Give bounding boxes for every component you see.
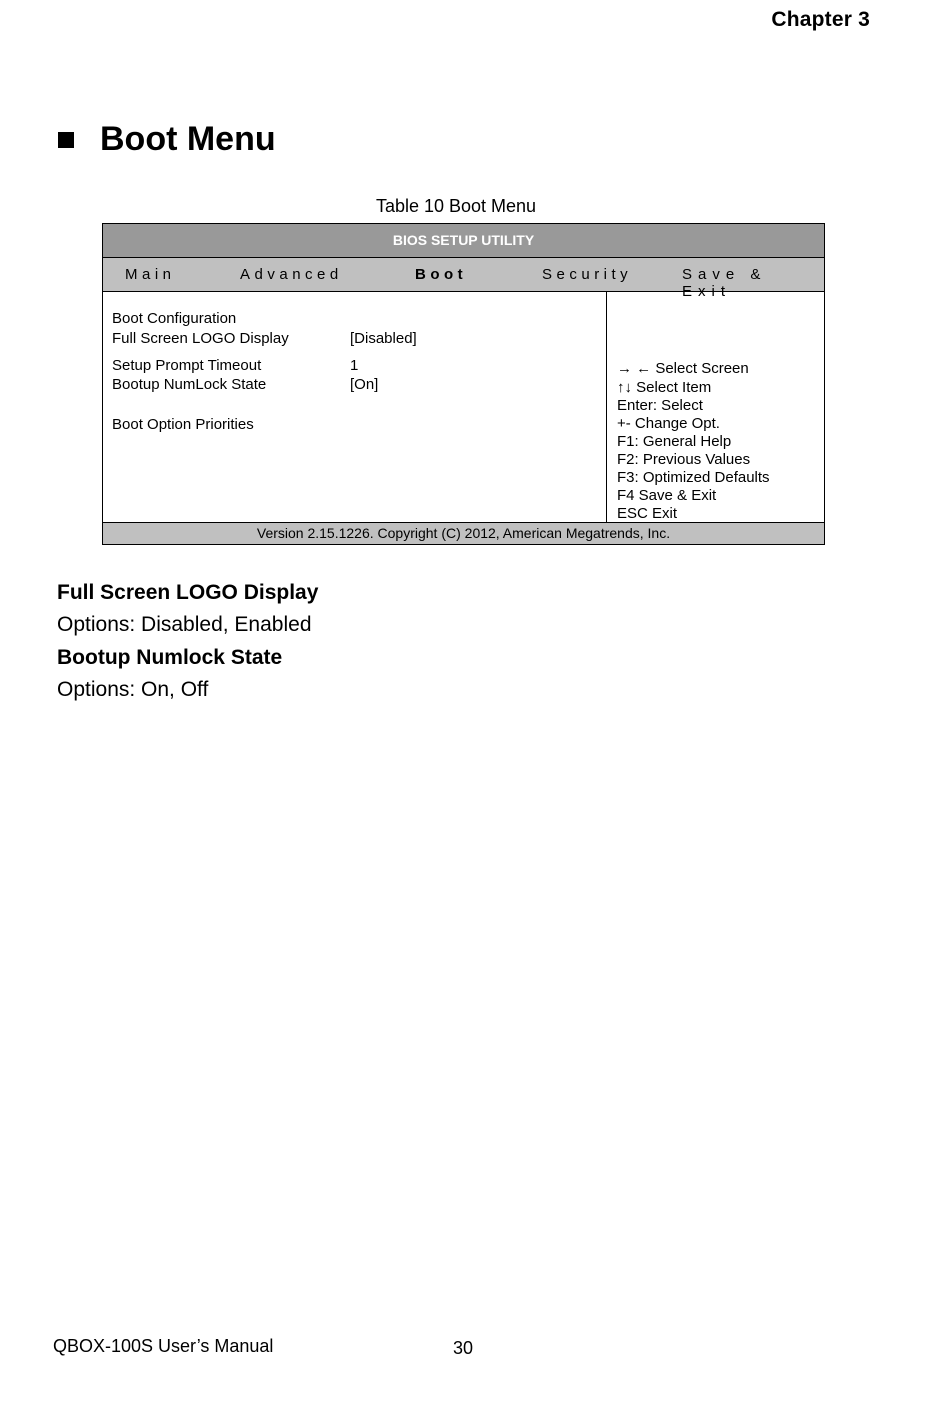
- bios-version-footer: Version 2.15.1226. Copyright (C) 2012, American Megatrends, Inc.: [103, 522, 824, 544]
- bios-body: [103, 292, 824, 522]
- full-screen-logo-options: Options: Disabled, Enabled: [57, 613, 312, 636]
- boot-configuration-heading: Boot Configuration: [112, 310, 237, 327]
- manual-title: QBOX-100S User’s Manual: [53, 1336, 274, 1356]
- numlock-state-value[interactable]: [On]: [350, 376, 379, 393]
- full-screen-logo-value[interactable]: [Disabled]: [350, 330, 417, 347]
- help-select-screen: → ← Select Screen: [617, 360, 749, 377]
- help-enter-select: Enter: Select: [617, 397, 703, 414]
- section-heading: [58, 120, 276, 159]
- help-previous-values: F2: Previous Values: [617, 451, 751, 468]
- full-screen-logo-heading: Full Screen LOGO Display: [57, 581, 319, 604]
- chapter-label: Chapter 3: [771, 8, 870, 31]
- square-bullet-icon: [58, 132, 74, 148]
- help-change-opt: +- Change Opt.: [617, 415, 720, 432]
- tab-boot[interactable]: Boot: [415, 266, 468, 283]
- help-esc-exit: ESC Exit: [617, 505, 678, 522]
- table-caption: Table 10 Boot Menu: [375, 196, 537, 216]
- bios-panel-divider: [606, 292, 607, 522]
- bios-title: BIOS SETUP UTILITY: [103, 224, 824, 258]
- help-save-exit: F4 Save & Exit: [617, 487, 717, 504]
- section-title: Boot Menu: [100, 120, 276, 158]
- setup-prompt-timeout-value[interactable]: 1: [350, 357, 359, 374]
- full-screen-logo-option[interactable]: Full Screen LOGO Display: [112, 330, 289, 347]
- help-general-help: F1: General Help: [617, 433, 732, 450]
- page-number: 30: [453, 1338, 474, 1358]
- tab-security[interactable]: Security: [542, 266, 633, 283]
- boot-option-priorities-heading: Boot Option Priorities: [112, 416, 254, 433]
- bios-tab-bar: [103, 258, 824, 300]
- tab-save-exit[interactable]: Save & Exit: [682, 266, 767, 300]
- setup-prompt-timeout-option[interactable]: Setup Prompt Timeout: [112, 357, 262, 374]
- help-select-item: ↑↓ Select Item: [617, 379, 712, 396]
- help-optimized-defaults: F3: Optimized Defaults: [617, 469, 770, 486]
- bios-screen: [102, 223, 825, 545]
- tab-advanced[interactable]: Advanced: [240, 266, 343, 283]
- numlock-state-heading: Bootup Numlock State: [57, 646, 283, 669]
- tab-main[interactable]: Main: [125, 266, 176, 283]
- numlock-state-option[interactable]: Bootup NumLock State: [112, 376, 267, 393]
- numlock-state-options: Options: On, Off: [57, 678, 209, 701]
